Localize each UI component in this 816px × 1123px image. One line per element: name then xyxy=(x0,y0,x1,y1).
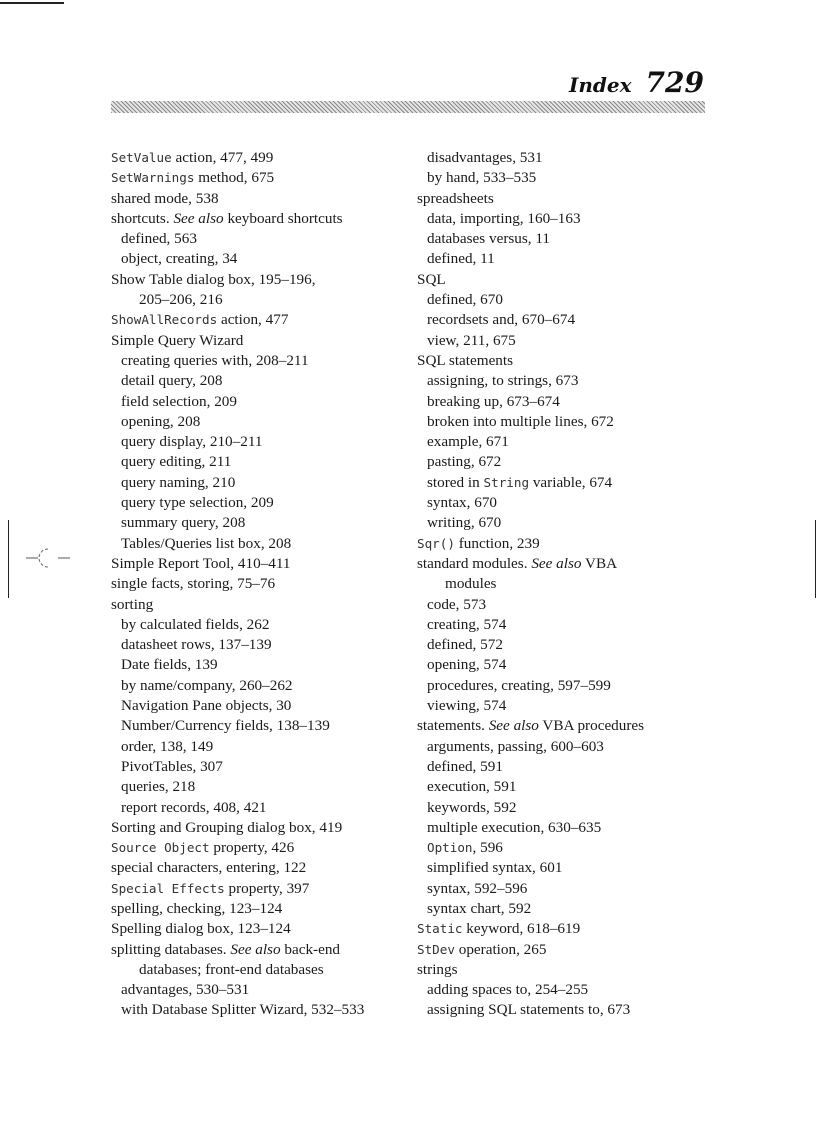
index-subentry xyxy=(111,737,406,757)
index-subentry xyxy=(111,534,406,554)
index-subentry xyxy=(417,209,717,229)
code-term: SetValue xyxy=(111,150,172,165)
entry-text: keyboard shortcuts xyxy=(223,209,343,227)
index-entry xyxy=(111,331,406,351)
index-subentry xyxy=(417,148,717,168)
entry-text: Simple Query Wizard xyxy=(111,331,244,349)
index-subentry xyxy=(417,757,717,777)
entry-text: keyword, 618–619 xyxy=(462,920,581,938)
entry-text: syntax, 670 xyxy=(427,494,498,512)
code-term: ShowAllRecords xyxy=(111,312,218,328)
index-subentry xyxy=(417,412,717,432)
entry-text: data, importing, 160–163 xyxy=(427,209,581,227)
corner-crop-rule xyxy=(0,2,64,4)
index-subentry xyxy=(111,452,406,472)
index-subentry xyxy=(417,331,717,351)
index-entry xyxy=(111,168,406,188)
index-subentry xyxy=(417,635,717,655)
index-subentry xyxy=(111,473,406,493)
index-subentry xyxy=(417,168,717,188)
code-term: StDev xyxy=(417,941,455,957)
entry-text: simplified syntax, 601 xyxy=(427,859,563,877)
index-subentry xyxy=(417,392,717,412)
index-subentry xyxy=(417,737,717,757)
index-subentry xyxy=(111,229,406,249)
index-entry xyxy=(417,554,717,574)
entry-text: disadvantages, 531 xyxy=(427,149,543,166)
index-subentry xyxy=(111,371,406,391)
index-subentry xyxy=(111,655,406,675)
index-subentry xyxy=(417,595,717,615)
index-column-left xyxy=(111,148,406,1021)
entry-text: summary query, 208 xyxy=(121,514,246,532)
code-term: String xyxy=(483,474,530,490)
entry-text: datasheet rows, 137–139 xyxy=(121,636,272,654)
entry-text: Tables/Queries list box, 208 xyxy=(121,534,292,552)
index-subentry xyxy=(417,980,717,1000)
entry-text: queries, 218 xyxy=(121,778,196,796)
index-subentry xyxy=(111,1000,406,1020)
header-rule-band xyxy=(111,101,705,113)
entry-text: Number/Currency fields, 138–139 xyxy=(121,717,330,735)
entry-text: standard modules. xyxy=(417,554,532,572)
entry-text: VBA procedures xyxy=(538,717,645,735)
entry-text: defined, 572 xyxy=(427,636,503,654)
entry-text: defined, 670 xyxy=(427,291,503,309)
index-subentry xyxy=(111,980,406,1000)
index-entry xyxy=(111,899,406,919)
entry-text: function, 239 xyxy=(454,534,540,552)
entry-text: view, 211, 675 xyxy=(427,331,516,349)
index-entry xyxy=(417,940,717,960)
index-entry xyxy=(111,270,406,290)
index-subentry xyxy=(417,432,717,452)
index-entry xyxy=(111,574,406,594)
index-subentry xyxy=(417,290,717,310)
entry-text: property, 426 xyxy=(209,839,295,857)
index-entry-continuation xyxy=(417,574,717,594)
index-subentry xyxy=(417,696,717,716)
registration-mark-icon xyxy=(26,546,70,570)
page-number: 729 xyxy=(645,66,704,99)
index-entry xyxy=(111,919,406,939)
entry-text: broken into multiple lines, 672 xyxy=(427,412,614,430)
entry-text: defined, 563 xyxy=(121,230,197,248)
entry-text: method, 675 xyxy=(194,169,275,187)
entry-text: writing, 670 xyxy=(427,514,502,532)
entry-text: VBA xyxy=(581,554,618,572)
entry-text: viewing, 574 xyxy=(427,697,507,715)
entry-text: strings xyxy=(417,960,458,978)
entry-text: back-end xyxy=(280,940,341,958)
index-entry-continuation xyxy=(111,960,406,980)
index-entry xyxy=(111,940,406,960)
index-entry xyxy=(417,919,717,939)
entry-text: field selection, 209 xyxy=(121,392,237,410)
index-entry xyxy=(111,189,406,209)
entry-text: modules xyxy=(445,575,497,593)
index-subentry xyxy=(417,777,717,797)
entry-text: SQL statements xyxy=(417,351,514,369)
margin-mark-left xyxy=(8,520,9,598)
entry-text: assigning, to strings, 673 xyxy=(427,372,579,390)
code-term: SetWarnings xyxy=(111,170,195,186)
entry-text: shortcuts. xyxy=(111,209,174,227)
index-subentry xyxy=(111,513,406,533)
entry-text: query naming, 210 xyxy=(121,473,236,491)
entry-text: Navigation Pane objects, 30 xyxy=(121,697,292,715)
index-entry xyxy=(111,209,406,229)
entry-text: Show Table dialog box, 195–196, xyxy=(111,270,316,288)
index-entry xyxy=(417,351,717,371)
entry-text: databases; front-end databases xyxy=(139,960,324,978)
entry-text: with Database Splitter Wizard, 532–533 xyxy=(121,1001,365,1019)
entry-text: query type selection, 209 xyxy=(121,494,274,512)
entry-text: special characters, entering, 122 xyxy=(111,859,307,877)
index-subentry xyxy=(417,310,717,330)
index-subentry xyxy=(417,615,717,635)
index-subentry xyxy=(417,371,717,391)
entry-text: query editing, 211 xyxy=(121,453,232,471)
entry-text: defined, 591 xyxy=(427,757,503,775)
entry-text: Simple Report Tool, 410–411 xyxy=(111,554,291,572)
index-subentry xyxy=(111,777,406,797)
index-subentry xyxy=(111,249,406,269)
index-subentry xyxy=(111,351,406,371)
entry-text: Date fields, 139 xyxy=(121,656,218,674)
index-subentry xyxy=(417,513,717,533)
entry-text: by calculated fields, 262 xyxy=(121,615,270,633)
index-subentry xyxy=(417,838,717,858)
index-entry xyxy=(111,818,406,838)
entry-text: procedures, creating, 597–599 xyxy=(427,676,611,694)
entry-text: spreadsheets xyxy=(417,189,494,207)
index-subentry xyxy=(111,635,406,655)
entry-text: pasting, 672 xyxy=(427,453,502,471)
entry-text: by hand, 533–535 xyxy=(427,169,537,187)
code-term: Static xyxy=(417,921,463,937)
entry-text: object, creating, 34 xyxy=(121,250,238,268)
index-subentry xyxy=(417,473,717,493)
index-subentry xyxy=(417,249,717,269)
entry-text: action, 477, 499 xyxy=(171,149,274,166)
index-subentry xyxy=(111,392,406,412)
entry-text: syntax chart, 592 xyxy=(427,899,532,917)
entry-text: execution, 591 xyxy=(427,778,517,796)
entry-text: example, 671 xyxy=(427,433,509,451)
entry-text: splitting databases. xyxy=(111,940,231,958)
entry-text: order, 138, 149 xyxy=(121,737,214,755)
index-subentry xyxy=(111,432,406,452)
entry-text: creating, 574 xyxy=(427,615,507,633)
entry-text: 205–206, 216 xyxy=(139,291,223,309)
see-also-text: See also xyxy=(173,209,224,227)
code-term: Option xyxy=(427,840,473,856)
entry-text: by name/company, 260–262 xyxy=(121,676,293,694)
index-entry-continuation xyxy=(111,290,406,310)
index-subentry xyxy=(111,798,406,818)
entry-text: code, 573 xyxy=(427,595,487,613)
entry-text: Spelling dialog box, 123–124 xyxy=(111,920,291,938)
entry-text: , 596 xyxy=(472,839,503,857)
entry-text: breaking up, 673–674 xyxy=(427,392,560,410)
index-subentry xyxy=(111,412,406,432)
entry-text: statements. xyxy=(417,717,489,735)
section-label: Index xyxy=(569,73,632,97)
entry-text: adding spaces to, 254–255 xyxy=(427,981,589,999)
entry-text: report records, 408, 421 xyxy=(121,798,267,816)
code-term: Sqr() xyxy=(417,535,455,551)
entry-text: recordsets and, 670–674 xyxy=(427,311,576,329)
index-entry xyxy=(111,879,406,899)
index-subentry xyxy=(417,229,717,249)
index-subentry xyxy=(111,696,406,716)
entry-text: spelling, checking, 123–124 xyxy=(111,899,283,917)
entry-text: databases versus, 11 xyxy=(427,230,551,248)
see-also-text: See also xyxy=(230,940,281,958)
index-subentry xyxy=(111,716,406,736)
code-term: Special Effects xyxy=(111,880,225,896)
running-head xyxy=(569,66,704,99)
index-subentry xyxy=(417,899,717,919)
entry-text: shared mode, 538 xyxy=(111,189,219,207)
entry-text: assigning SQL statements to, 673 xyxy=(427,1001,631,1019)
index-entry xyxy=(417,960,717,980)
entry-text: Sorting and Grouping dialog box, 419 xyxy=(111,818,343,836)
entry-text: syntax, 592–596 xyxy=(427,879,528,897)
see-also-text: See also xyxy=(531,554,582,572)
index-subentry xyxy=(111,676,406,696)
entry-text: detail query, 208 xyxy=(121,372,223,390)
index-subentry xyxy=(417,655,717,675)
entry-text: SQL xyxy=(417,270,446,288)
entry-text: defined, 11 xyxy=(427,250,495,268)
index-subentry xyxy=(417,858,717,878)
index-subentry xyxy=(417,1000,717,1020)
index-entry xyxy=(111,148,406,168)
index-subentry xyxy=(111,615,406,635)
entry-text: single facts, storing, 75–76 xyxy=(111,575,276,593)
entry-text: creating queries with, 208–211 xyxy=(121,351,309,369)
entry-text: multiple execution, 630–635 xyxy=(427,818,602,836)
index-entry xyxy=(111,595,406,615)
index-subentry xyxy=(417,676,717,696)
see-also-text: See also xyxy=(488,717,539,735)
entry-text: operation, 265 xyxy=(454,940,547,958)
entry-text: action, 477 xyxy=(217,311,289,329)
entry-text: opening, 574 xyxy=(427,656,507,674)
index-entry xyxy=(111,858,406,878)
entry-text: stored in xyxy=(427,473,484,491)
entry-text: PivotTables, 307 xyxy=(121,757,223,775)
index-entry xyxy=(111,554,406,574)
index-entry xyxy=(417,270,717,290)
code-term: Source Object xyxy=(111,840,210,856)
index-entry xyxy=(417,189,717,209)
index-subentry xyxy=(417,452,717,472)
entry-text: property, 397 xyxy=(224,879,310,897)
index-subentry xyxy=(417,818,717,838)
index-entry xyxy=(417,716,717,736)
index-entry xyxy=(111,310,406,330)
index-subentry xyxy=(111,493,406,513)
index-subentry xyxy=(417,798,717,818)
index-subentry xyxy=(417,493,717,513)
entry-text: keywords, 592 xyxy=(427,798,517,816)
entry-text: opening, 208 xyxy=(121,412,201,430)
entry-text: sorting xyxy=(111,595,154,613)
entry-text: advantages, 530–531 xyxy=(121,981,250,999)
index-subentry xyxy=(417,879,717,899)
entry-text: variable, 674 xyxy=(529,473,613,491)
index-subentry xyxy=(111,757,406,777)
entry-text: arguments, passing, 600–603 xyxy=(427,737,604,755)
index-column-right xyxy=(417,148,717,1021)
index-entry xyxy=(417,534,717,554)
index-entry xyxy=(111,838,406,858)
entry-text: query display, 210–211 xyxy=(121,433,263,451)
